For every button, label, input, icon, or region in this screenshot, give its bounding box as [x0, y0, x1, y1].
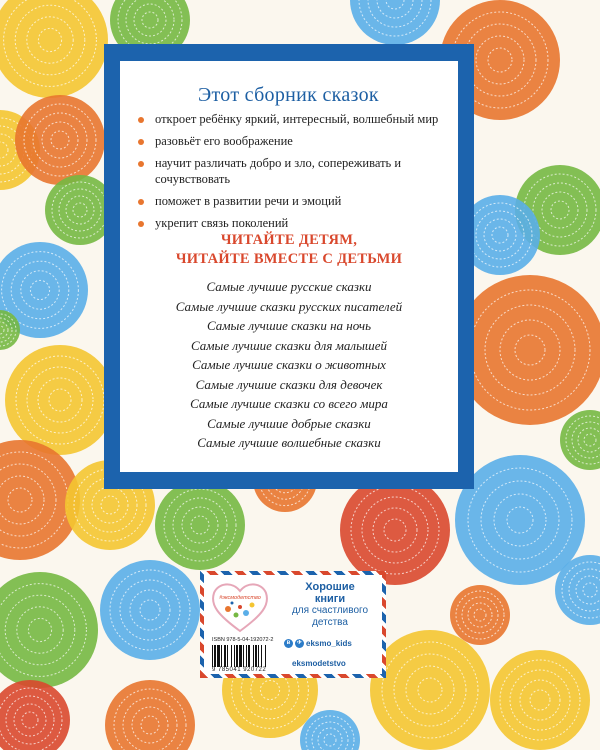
- barcode-bar: [236, 645, 238, 667]
- polka-dot-fill: [450, 585, 510, 645]
- polka-dot-fill: [455, 275, 600, 425]
- barcode-bar: [221, 645, 222, 667]
- series-title: Самые лучшие сказки русских писателей: [175, 298, 403, 314]
- polka-dot-fill: [340, 475, 450, 585]
- publisher-label: [200, 571, 386, 678]
- polka-dot: [455, 275, 600, 425]
- bullet-dot-icon: [138, 117, 144, 123]
- polka-dot: [450, 585, 510, 645]
- isbn-text: ISBN 978-5-04-192072-2: [212, 637, 274, 643]
- heart-logo-icon: [210, 581, 270, 633]
- polka-dot: [105, 680, 195, 750]
- barcode-bar: [258, 645, 259, 667]
- polka-dot-fill: [560, 410, 600, 470]
- polka-dot-fill: [105, 680, 195, 750]
- barcode-bar: [217, 645, 220, 667]
- barcode-bar: [227, 645, 228, 667]
- polka-dot: [560, 410, 600, 470]
- polka-dot: [15, 95, 105, 185]
- polka-dot: [370, 630, 490, 750]
- slogan: Хорошие книги для счастливого детства: [291, 581, 369, 628]
- site-link[interactable]: eksmodetstvo: [292, 659, 346, 668]
- polka-dot-fill: [100, 560, 200, 660]
- logo-text: #эксмодетство: [219, 595, 261, 601]
- benefit-item: укрепит связь поколений: [138, 215, 458, 231]
- series-heading-line2: ЧИТАЙТЕ ВМЕСТЕ С ДЕТЬМИ: [175, 251, 403, 267]
- benefit-item: научит различать добро и зло, сопереживать и сочувствовать: [138, 155, 458, 187]
- info-panel: [120, 61, 458, 472]
- barcode-bar: [248, 645, 250, 667]
- benefit-item: разовьёт его воображение: [138, 133, 458, 149]
- barcode-bar: [243, 645, 244, 667]
- polka-dot: [100, 560, 200, 660]
- vk-icon: в: [284, 639, 293, 648]
- telegram-icon: ✈: [296, 640, 303, 647]
- polka-dot-fill: [15, 95, 105, 185]
- series-title: Самые лучшие сказки о животных: [192, 357, 386, 372]
- polka-dot-fill: [350, 0, 440, 45]
- series-heading-line1: ЧИТАЙТЕ ДЕТЯМ,: [220, 232, 358, 248]
- bullet-dot-icon: [138, 199, 144, 205]
- polka-dot: [340, 475, 450, 585]
- barcode-bar: [255, 645, 257, 667]
- barcode-bar: [253, 645, 254, 667]
- bullet-dot-icon: [138, 161, 144, 167]
- series-heading: [120, 231, 458, 269]
- polka-dot: [0, 680, 70, 750]
- polka-dot-fill: [0, 572, 98, 688]
- polka-dot: [155, 480, 245, 570]
- polka-dot: [0, 572, 98, 688]
- series-title: Самые лучшие сказки на ночь: [206, 318, 372, 333]
- polka-dot-fill: [0, 680, 70, 750]
- barcode-bar: [261, 645, 262, 667]
- benefit-item: откроет ребёнку яркий, интересный, волшебный мир: [138, 111, 458, 127]
- polka-dot: [350, 0, 440, 45]
- barcode-bar: [212, 645, 213, 667]
- series-title: Самые лучшие русские сказки: [206, 279, 372, 294]
- barcode-bar: [265, 645, 266, 667]
- polka-dot-fill: [370, 630, 490, 750]
- barcode-bar: [224, 645, 226, 667]
- series-title: Самые лучшие сказки для девочек: [195, 376, 383, 392]
- barcode-number: 9 785041 920722: [212, 667, 267, 673]
- barcode-bar: [239, 645, 242, 667]
- polka-dot-fill: [155, 480, 245, 570]
- barcode-bar: [246, 645, 247, 667]
- series-title: Самые лучшие сказки для малышей: [190, 337, 387, 353]
- panel-title: Этот сборник сказок: [198, 84, 379, 106]
- barcode-bar: [234, 645, 235, 667]
- bullet-dot-icon: [138, 139, 144, 145]
- polka-dot: [5, 345, 115, 455]
- social-link[interactable]: в ✈ eksmo_kids: [284, 639, 352, 648]
- series-title: Самые лучшие сказки со всего мира: [190, 396, 388, 411]
- polka-dot: [490, 650, 590, 750]
- polka-dot: [0, 0, 108, 98]
- benefit-item: поможет в развитии речи и эмоций: [138, 193, 458, 209]
- bullet-dot-icon: [138, 221, 144, 227]
- series-title: Самые лучшие добрые сказки: [207, 415, 371, 431]
- barcode-icon: [212, 645, 280, 667]
- series-titles-list: [120, 277, 458, 453]
- polka-dot-fill: [490, 650, 590, 750]
- series-title: Самые лучшие волшебные сказки: [197, 435, 381, 450]
- benefits-list: [138, 111, 458, 237]
- polka-dot-fill: [5, 345, 115, 455]
- barcode-bar: [214, 645, 216, 667]
- barcode-bar: [231, 645, 232, 667]
